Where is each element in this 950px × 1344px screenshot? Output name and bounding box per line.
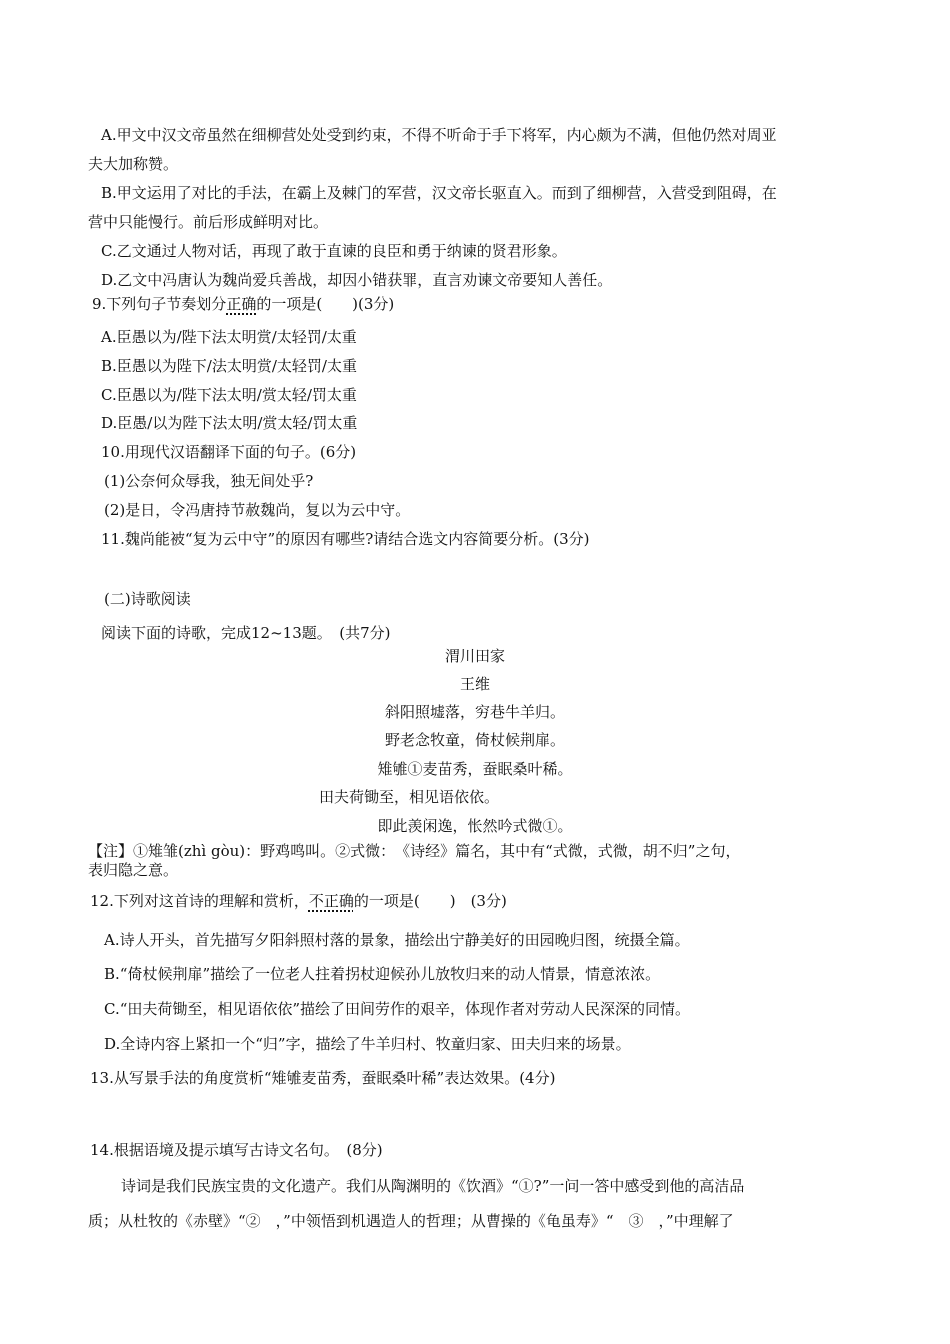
q8-option-a-line2: 夫大加称赞。 (88, 155, 179, 173)
q12-option-b: B.“倚杖候荆扉”描绘了一位老人拄着拐杖迎候孙儿放牧归来的动人情景，情意浓浓。 (104, 965, 661, 983)
q9-stem-post: 的一项是( )(3分) (256, 295, 395, 313)
poem-author: 王维 (459, 675, 490, 693)
q9-option-d: D.臣愚/以为陛下法太明/赏太轻/罚太重 (101, 414, 358, 432)
poem-line-1: 斜阳照墟落，穷巷牛羊归。 (384, 703, 565, 721)
poem-line-2: 野老念牧童，倚杖候荆扉。 (384, 731, 565, 749)
q10-stem: 10.用现代汉语翻译下面的句子。(6分) (101, 443, 357, 461)
q8-option-d: D.乙文中冯唐认为魏尚爱兵善战，却因小错获罪，直言劝谏文帝要知人善任。 (101, 271, 613, 289)
q10-sentence-2: (2)是日，令冯唐持节赦魏尚，复以为云中守。 (104, 501, 411, 519)
q14-stem: 14.根据语境及提示填写古诗文名句。 (8分) (90, 1141, 383, 1159)
q14-paragraph-line1: 诗词是我们民族宝贵的文化遗产。我们从陶渊明的《饮酒》“①?”一问一答中感受到他的高洁品 (121, 1177, 745, 1195)
poem-section-heading: (二)诗歌阅读 (104, 590, 191, 608)
q9-option-c: C.臣愚以为/陛下法太明/赏太轻/罚太重 (101, 386, 357, 404)
q8-option-c: C.乙文通过人物对话，再现了敢于直谏的良臣和勇于纳谏的贤君形象。 (101, 242, 567, 260)
q12-stem-pre: 12.下列对这首诗的理解和赏析， (90, 892, 309, 910)
poem-note-line1: 【注】①雉雏(zhì gòu)：野鸡鸣叫。②式微： 《诗经》篇名，其中有“式微，式微，胡不归”之句， (88, 842, 741, 860)
poem-note-line2: 表归隐之意。 (88, 861, 179, 879)
poem-section-intro: 阅读下面的诗歌，完成12~13题。 (共7分) (101, 624, 391, 642)
poem-line-4: 田夫荷锄至，相见语依依。 (319, 788, 500, 806)
q8-option-a-line1: A.甲文中汉文帝虽然在细柳营处处受到约束，不得不听命于手下将军，内心颇为不满，但他仍然对周亚 (101, 126, 777, 144)
q12-stem-post: 的一项是( ) (3分) (353, 892, 507, 910)
q12-option-d: D.全诗内容上紧扣一个“归”字，描绘了牛羊归村、牧童归家、田夫归来的场景。 (104, 1035, 631, 1053)
q10-sentence-1: (1)公奈何众辱我，独无间处乎? (104, 472, 314, 490)
q14-paragraph-line2: 质；从杜牧的《赤壁》“② ，”中领悟到机遇造人的哲理；从曹操的《龟虽寿》“ ③ ，”中理解了 (88, 1212, 734, 1230)
q9-stem-emphasis: 正确 (226, 295, 257, 313)
poem-line-3: 雉雊①麦苗秀，蚕眠桑叶稀。 (377, 760, 573, 778)
q9-option-b: B.臣愚以为陛下/法太明赏/太轻罚/太重 (101, 357, 357, 375)
q11-stem: 11.魏尚能被“复为云中守”的原因有哪些?请结合选文内容简要分析。(3分) (101, 530, 590, 548)
q12-option-a: A.诗人开头，首先描写夕阳斜照村落的景象，描绘出宁静美好的田园晚归图，统摄全篇。 (104, 931, 690, 949)
q12-stem-emphasis: 不正确 (308, 892, 354, 910)
q9-stem (92, 294, 394, 314)
q12-option-c: C.“田夫荷锄至，相见语依依”描绘了田间劳作的艰辛，体现作者对劳动人民深深的同情。 (104, 1000, 691, 1018)
q8-option-b-line1: B.甲文运用了对比的手法，在霸上及棘门的军营，汉文帝长驱直入。而到了细柳营，入营受到阻碍，在 (101, 184, 777, 202)
poem-line-5: 即此羡闲逸，怅然吟式微①。 (377, 817, 573, 835)
q8-option-b-line2: 营中只能慢行。前后形成鲜明对比。 (88, 213, 329, 231)
poem-title: 渭川田家 (444, 647, 505, 665)
q9-option-a: A.臣愚以为/陛下法太明赏/太轻罚/太重 (101, 328, 357, 346)
q9-stem-pre: 9.下列句子节奏划分 (92, 295, 227, 313)
q13-stem: 13.从写景手法的角度赏析“雉雊麦苗秀，蚕眠桑叶稀”表达效果。(4分) (90, 1069, 556, 1087)
q12-stem (90, 891, 507, 911)
